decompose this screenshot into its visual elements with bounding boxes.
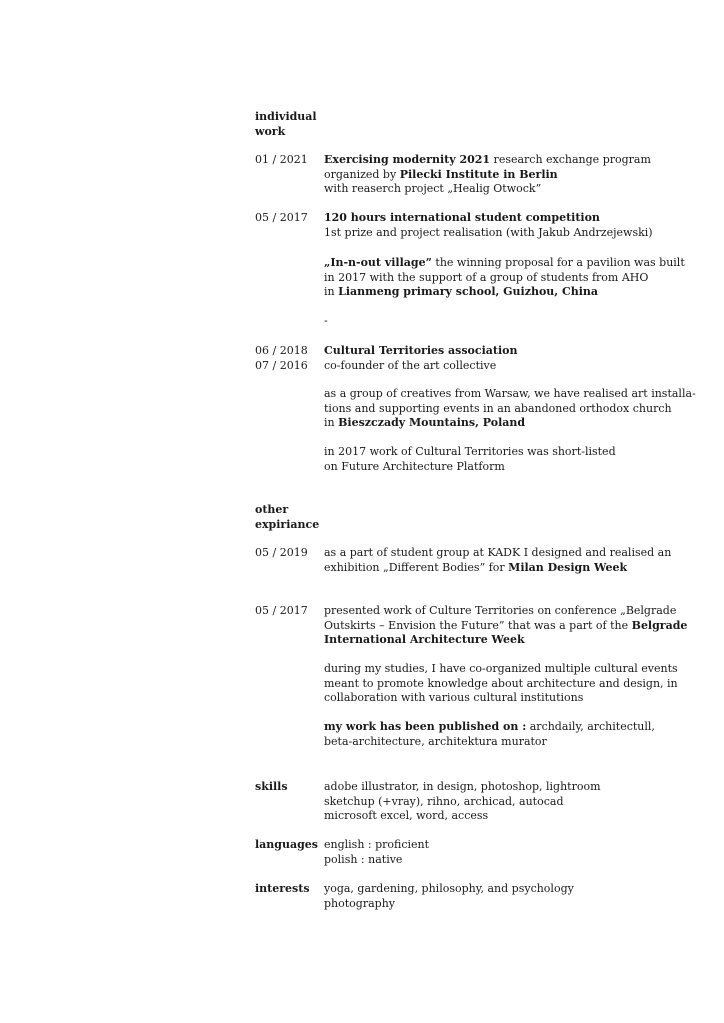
entry-date: 05 / 2019 [255,546,308,559]
entry-cultural-territories-description: as a group of creatives from Warsaw, we have realised art installa- tions and supporting events in an abandoned orthodox church in Bieszczady Mountains, Poland [324,387,696,429]
entry-date-range: 06 / 2018 07 / 2016 [255,344,308,372]
interests-list: yoga, gardening, philosophy, and psychology photography [324,882,574,910]
skills-list: adobe illustrator, in design, photoshop, lightroom sketchup (+vray), rihno, archicad, autocad microsoft excel, word, access [324,780,601,822]
entry-date: 01 / 2021 [255,153,308,166]
entry-date: 05 / 2017 [255,211,308,224]
entry-cultural-events: during my studies, I have co-organized multiple cultural events meant to promote knowledge about architecture and design, in collaboration with various cultural institutions [324,662,678,704]
section-heading-interests: interests [255,882,310,895]
entry-publications: my work has been published on : archdaily, architectull, beta-architecture, architektura murator [324,720,655,748]
entry-exercising-modernity: Exercising modernity 2021 research exchange program organized by Pilecki Institute in Berlin with reaserch project „Healig Otwock” [324,153,651,195]
section-heading-skills: skills [255,780,288,793]
entry-milan-design-week: as a part of student group at KADK I designed and realised an exhibition „Different Bodies” for Milan Design Week [324,546,672,574]
entry-in-n-out-village: „In-n-out village” the winning proposal for a pavilion was built in 2017 with the support of a group of students from AHO in Lianmeng primary school, Guizhou, China [324,256,685,298]
separator-dash: - [324,314,328,327]
entry-date: 05 / 2017 [255,604,308,617]
section-heading-other-experience: other expiriance [255,503,320,531]
entry-cultural-territories-shortlist: in 2017 work of Cultural Territories was short-listed on Future Architecture Platform [324,445,616,473]
section-heading-languages: languages [255,838,319,851]
entry-belgrade-conference: presented work of Culture Territories on conference „Belgrade Outskirts – Envision the Future” that was a part of the Belgrade International Architecture Week [324,604,688,646]
section-heading-individual-work: individual work [255,110,317,138]
entry-cultural-territories: Cultural Territories association co-founder of the art collective [324,344,518,372]
entry-120-hours-competition: 120 hours international student competition 1st prize and project realisation (with Jakub Andrzejewski) [324,211,653,239]
languages-list: english : proficient polish : native [324,838,430,866]
